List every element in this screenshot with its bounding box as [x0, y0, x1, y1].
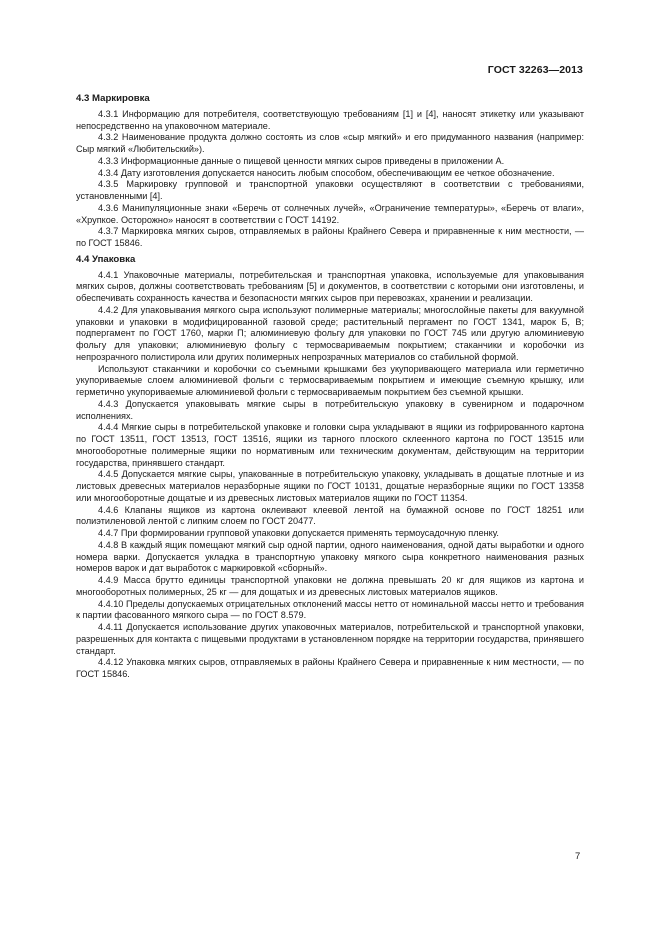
paragraph: 4.4.11 Допускается использование других упаковочных материалов, потребительской и транспортной упаковки, разрешенных для контакта с пищевыми продуктами в установленном порядке на территории государства, принявшего стандарт. [76, 622, 584, 656]
section-heading-marking: 4.3 Маркировка [76, 93, 150, 104]
document-standard-number: ГОСТ 32263—2013 [487, 64, 583, 76]
section-heading-packaging: 4.4 Упаковка [76, 253, 136, 265]
paragraph: 4.3.6 Манипуляционные знаки «Беречь от солнечных лучей», «Ограничение температуры», «Беречь от влаги», «Хрупкое. Осторожно» наносят в соответствии с ГОСТ 14192. [76, 202, 584, 225]
paragraph: 4.3.2 Наименование продукта должно состоять из слов «сыр мягкий» и его придуманного названия (например: Сыр мягкий «Любительский»). [76, 132, 584, 154]
paragraph: 4.3.5 Маркировку групповой и транспортной упаковки осуществляют в соответствии с требованиями, установленными [4]. [76, 179, 584, 201]
paragraph: 4.4.8 В каждый ящик помещают мягкий сыр одной партии, одного наименования, одной даты выработки и одного номера варки. Допускается укладка в транспортную упаковку мягкого сыра конкретного наименования разных номеров варок и дат выработок с маркировкой «сборный». [76, 539, 584, 574]
paragraph: 4.4.7 При формировании групповой упаковки допускается применять термоусадочную пленку. [98, 528, 499, 538]
paragraph: 4.3.1 Информацию для потребителя, соответствующую требованиям [1] и [4], наносят этикетку или указывают непосредственно на упаковочном материале. [76, 108, 584, 131]
paragraph: 4.3.3 Информационные данные о пищевой ценности мягких сыров приведены в приложении А. [98, 155, 505, 166]
paragraph: 4.4.12 Упаковка мягких сыров, отправляемых в районы Крайнего Севера и приравненные к ним местности, — по ГОСТ 15846. [76, 657, 584, 679]
paragraph: 4.4.5 Допускается мягкие сыры, упакованные в потребительскую упаковку, укладывать в дощатые плотные и из листовых древесных материалов неразборные ящики по ГОСТ 10131, дощатые неразборные ящики по ГОСТ 13358 или многооборотные дощатые и из древесных листовых материалов ящики по ГОСТ 11354. [76, 469, 584, 503]
paragraph: 4.4.2 Для упаковывания мягкого сыра используют полимерные материалы; многослойные пакеты для вакуумной упаковки и упаковки в модифицированной газовой среде; растительный пергамент по ГОСТ 1341, марок Б, В; подпергамент по ГОСТ 1760, марки П; алюминиевую фольгу для упаковки по ГОСТ 745 или другую алюминиевую фольгу для упаковки; алюминиевую фольгу с термосвариваемым покрытием; стаканчики и коробочки из непрозрачного полистирола или других полимерных непрозрачных материалов со стабильной формой. [76, 304, 584, 362]
paragraph: 4.4.9 Масса брутто единицы транспортной упаковки не должна превышать 20 кг для ящиков из картона и многооборотных полимерных, 25 кг — для дощатых и из древесных листовых материалов ящиков. [76, 575, 584, 597]
document-body [76, 92, 584, 681]
paragraph: 4.4.3 Допускается упаковывать мягкие сыры в потребительскую упаковку в сувенирном и подарочном исполнениях. [76, 398, 584, 421]
paragraph: 4.4.1 Упаковочные материалы, потребительская и транспортная упаковка, используемые для упаковывания мягких сыров, должны соответствовать требованиям [5] и документов, в соответствии с которыми они изготовлены, и обеспечивать сохранность качества и безопасности мягких сыров при перевозках, хранении и реализации. [76, 269, 584, 303]
page-number: 7 [575, 851, 581, 862]
paragraph: 4.4.4 Мягкие сыры в потребительской упаковке и головки сыра укладывают в ящики из гофрированного картона по ГОСТ 13511, ГОСТ 13513, ГОСТ 13516, ящики из тарного плоского склеенного картона по ГОСТ 13515 или многооборотные полимерные ящики по нормативным или техническим документам, действующим на территории государства, принявшего стандарт. [76, 422, 584, 468]
paragraph: 4.3.7 Маркировка мягких сыров, отправляемых в районы Крайнего Севера и приравненные к ним местности, — по ГОСТ 15846. [76, 226, 584, 248]
paragraph: 4.4.10 Пределы допускаемых отрицательных отклонений массы нетто от номинальной массы нетто и требования к партии фасованного мягкого сыра — по ГОСТ 8.579. [76, 598, 584, 621]
paragraph: Используют стаканчики и коробочки со съемными крышками без укупоривающего материала или герметично укупориваемые слоем алюминиевой фольги с термосвариваемым покрытием и имеющие съемную крышку, или герметично укупориваемые алюминиевой фольги с термосвариваемым покрытием без съемной крышки. [76, 363, 584, 397]
paragraph: 4.3.4 Дату изготовления допускается наносить любым способом, обеспечивающим ее четкое обозначение. [98, 167, 555, 178]
paragraph: 4.4.6 Клапаны ящиков из картона оклеивают клеевой лентой на бумажной основе по ГОСТ 18251 или полиэтиленовой лентой с липким слоем по ГОСТ 20477. [76, 504, 584, 527]
